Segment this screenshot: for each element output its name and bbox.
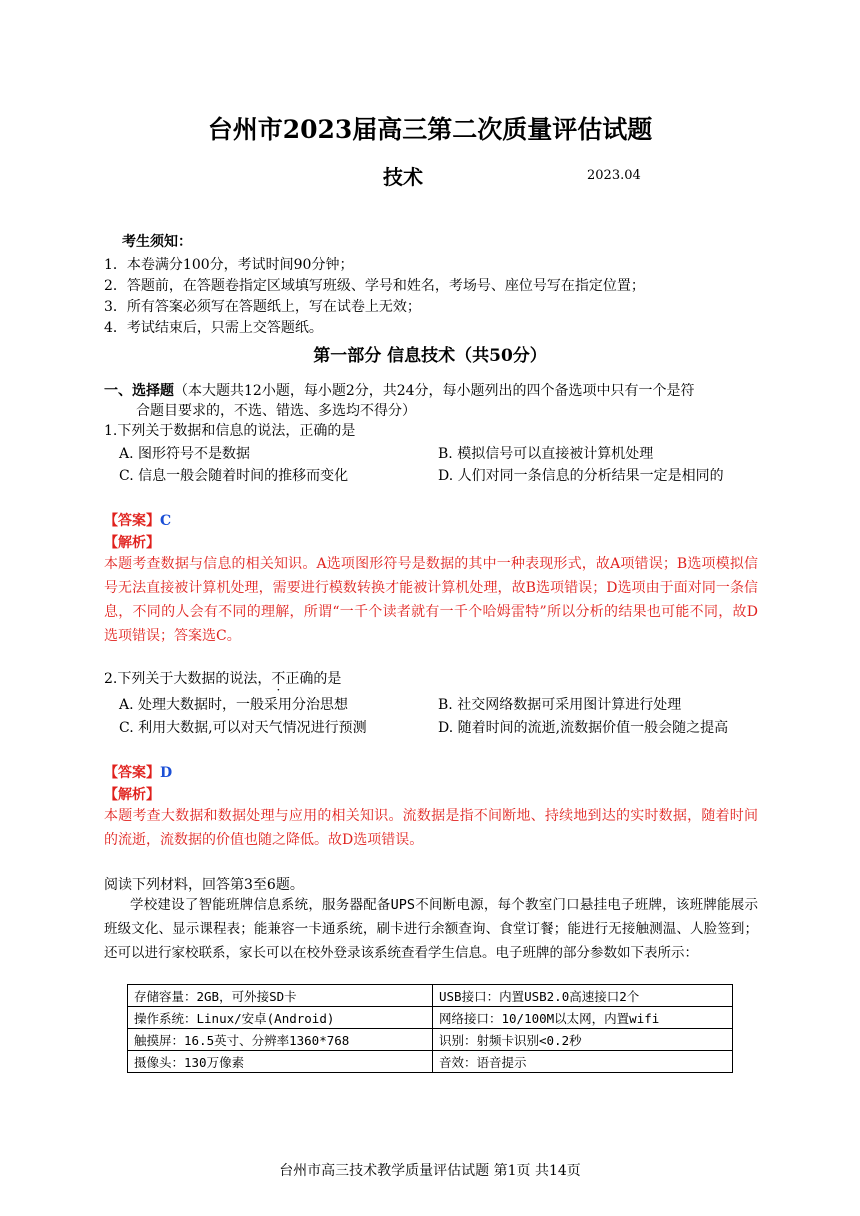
table-row [128,1007,733,1029]
table-row [128,1051,733,1073]
table-row [128,985,733,1007]
q1-analysis: 本题考查数据与信息的相关知识。A选项图形符号是数据的其中一种表现形式，故A项错误；B选项模拟信号无法直接被计算机处理，需要进行模数转换才能被计算机处理，故B选项错误；D选项由于面对同一条信息，不同的人会有不同的理解，所谓“一千个读者就有一千个哈姆雷特”所以分析的结果也可能不同，故D选项错误；答案选C。 [104,556,758,644]
q2-stem-text-end: 正确的是 [285,671,342,687]
q2-analysis: 本题考查大数据和数据处理与应用的相关知识。流数据是指不间断地、持续地到达的实时数据，随着时间的流逝，流数据的价值也随之降低。故D选项错误。 [104,808,758,848]
q1-option-a: A. 图形符号不是数据 [119,446,251,462]
q1-stem: 1.下列关于数据和信息的说法，正确的是 [104,423,356,439]
q2-analysis-label: 【解析】 [104,787,160,803]
subject-title: 技术 [383,165,423,189]
q2-option-b: B. 社交网络数据可采用图计算进行处理 [438,697,682,713]
exam-title: 台州市2023届高三第二次质量评估试题 [207,115,653,144]
table-cell: 操作系统：Linux/安卓(Android) [128,1007,433,1029]
section-header [104,380,695,400]
q2-option-a: A. 处理大数据时，一般采用分治思想 [119,697,349,713]
q1-answer [104,510,171,530]
notice-item: 2．答题前，在答题卷指定区域填写班级、学号和姓名，考场号、座位号写在指定位置； [104,278,645,294]
table-cell: 音效：语音提示 [433,1051,733,1073]
answer-label: 【答案】 [104,765,160,781]
material-intro: 阅读下列材料，回答第3至6题。 [104,877,304,893]
section-desc: （本大题共12小题，每小题2分，共24分，每小题列出的四个备选项中只有一个是符 [174,383,695,399]
table-cell: 触摸屏：16.5英寸、分辨率1360*768 [128,1029,433,1051]
q1-option-d: D. 人们对同一条信息的分析结果一定是相同的 [438,468,724,484]
table-cell: 摄像头：130万像素 [128,1051,433,1073]
q2-option-c: C. 利用大数据,可以对天气情况进行预测 [119,720,367,736]
notice-heading: 考生须知： [122,234,192,250]
q2-stem [104,668,341,688]
q2-stem-text: 2.下列关于大数据的说法， [104,671,272,687]
q2-stem-emphasis: 不 [271,671,286,687]
part-title: 第一部分 信息技术（共50分） [313,346,547,366]
answer-label: 【答案】 [104,513,160,529]
table-cell: 网络接口：10/100M以太网，内置wifi [433,1007,733,1029]
notice-item: 4．考试结束后，只需上交答题纸。 [104,320,323,336]
table-cell: USB接口：内置USB2.0高速接口2个 [433,985,733,1007]
section-label: 一、选择题 [104,383,174,399]
q1-option-c: C. 信息一般会随着时间的推移而变化 [119,468,349,484]
notice-item: 3．所有答案必须写在答题纸上，写在试卷上无效； [104,299,421,315]
parameter-table [127,984,733,1073]
q2-option-d: D. 随着时间的流逝,流数据价值一般会随之提高 [438,720,729,736]
table-cell: 存储容量：2GB，可外接SD卡 [128,985,433,1007]
page-footer: 台州市高三技术教学质量评估试题 第1页 共14页 [279,1163,581,1179]
q2-answer [104,762,172,782]
notice-item: 1．本卷满分100分，考试时间90分钟； [104,257,354,273]
exam-date: 2023.04 [587,168,641,183]
table-row [128,1029,733,1051]
answer-value: D [160,765,173,781]
table-cell: 识别：射频卡识别<0.2秒 [433,1029,733,1051]
material-body: 学校建设了智能班牌信息系统，服务器配备UPS不间断电源，每个教室门口悬挂电子班牌，该班牌能展示班级文化、显示课程表；能兼容一卡通系统，刷卡进行余额查询、食堂订餐；能进行无接触测温、人脸签到；还可以进行家校联系，家长可以在校外登录该系统查看学生信息。电子班牌的部分参数如下表所示： [104,897,758,961]
q1-analysis-label: 【解析】 [104,535,160,551]
q1-option-b: B. 模拟信号可以直接被计算机处理 [438,446,654,462]
section-desc-cont: 合题目要求的，不选、错选、多选均不得分） [136,403,416,419]
answer-value: C [160,513,172,529]
